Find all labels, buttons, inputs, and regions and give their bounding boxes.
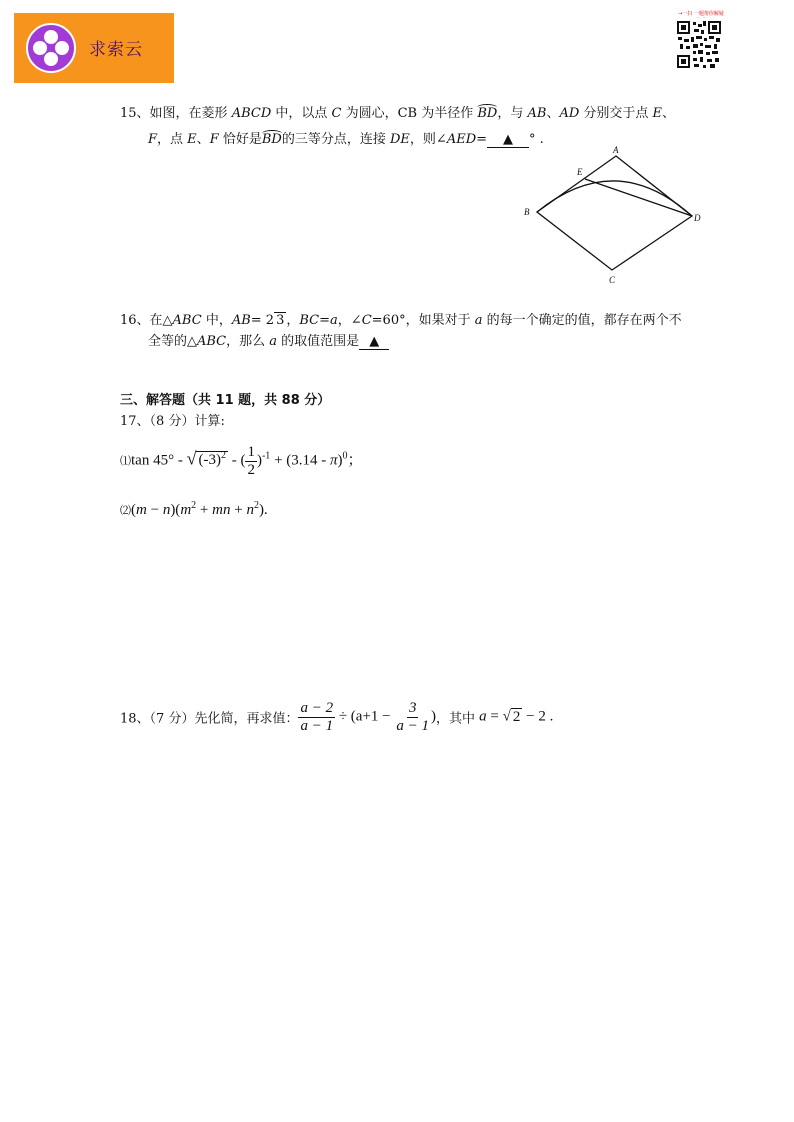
q17-part1: ⑴tan 45° - √ $(-3)^2$ - ( $\frac{1}{2}$ )$^{-1}$ + (3.14 - π)$^0$；	[120, 444, 363, 478]
q17-part2: ⑵(m − $n)(m^2$ + mn + $n^2$).	[120, 500, 268, 518]
rhombus-figure	[520, 142, 710, 288]
label-b: B	[524, 207, 530, 217]
logo-emblem	[26, 23, 76, 73]
label-d: D	[694, 213, 701, 223]
q16-line2: 全等的△ABC，那么 a 的取值范围是 ▲	[148, 330, 389, 350]
q15-line2: F，点 E、F 恰好是BD的三等分点，连接 DE，则∠AED= ▲ ° .	[148, 132, 544, 147]
qr-code-icon	[676, 18, 722, 70]
qr-caption: →一扫 一题帮你解疑	[678, 11, 724, 17]
label-c: C	[609, 275, 616, 285]
brand-logo	[14, 13, 174, 83]
arc-bd: BD	[477, 106, 498, 121]
label-e: E	[577, 167, 583, 177]
q16-line1: 16、在△ABC 中，AB= 2 3 ，BC=a，∠C=60°，如果对于 a 的每一个确定的值，都存在两个不	[120, 313, 682, 328]
section-title: 三、解答题（共 11 题，共 88 分）	[120, 393, 331, 408]
answer-blank-16: ▲	[359, 334, 389, 350]
q18: 18、（7 分）先化简，再求值： $\frac{a - 2}{a - 1}$ ÷ (a+1 − $\frac{3}{a - 1}$ )，其中 a = √ 2 − 2 .	[120, 700, 554, 734]
logo-text: 求索云	[89, 40, 143, 60]
q15-line1: 15、如图，在菱形 ABCD 中，以点 C 为圆心，CB 为半径作 BD，与 AB、AD 分别交于点 E、	[120, 106, 676, 121]
answer-blank: ▲	[487, 132, 529, 148]
label-a: A	[613, 145, 619, 155]
arc-bd-2: BD	[261, 132, 282, 147]
q17-head: 17、（8 分）计算:	[120, 414, 225, 429]
